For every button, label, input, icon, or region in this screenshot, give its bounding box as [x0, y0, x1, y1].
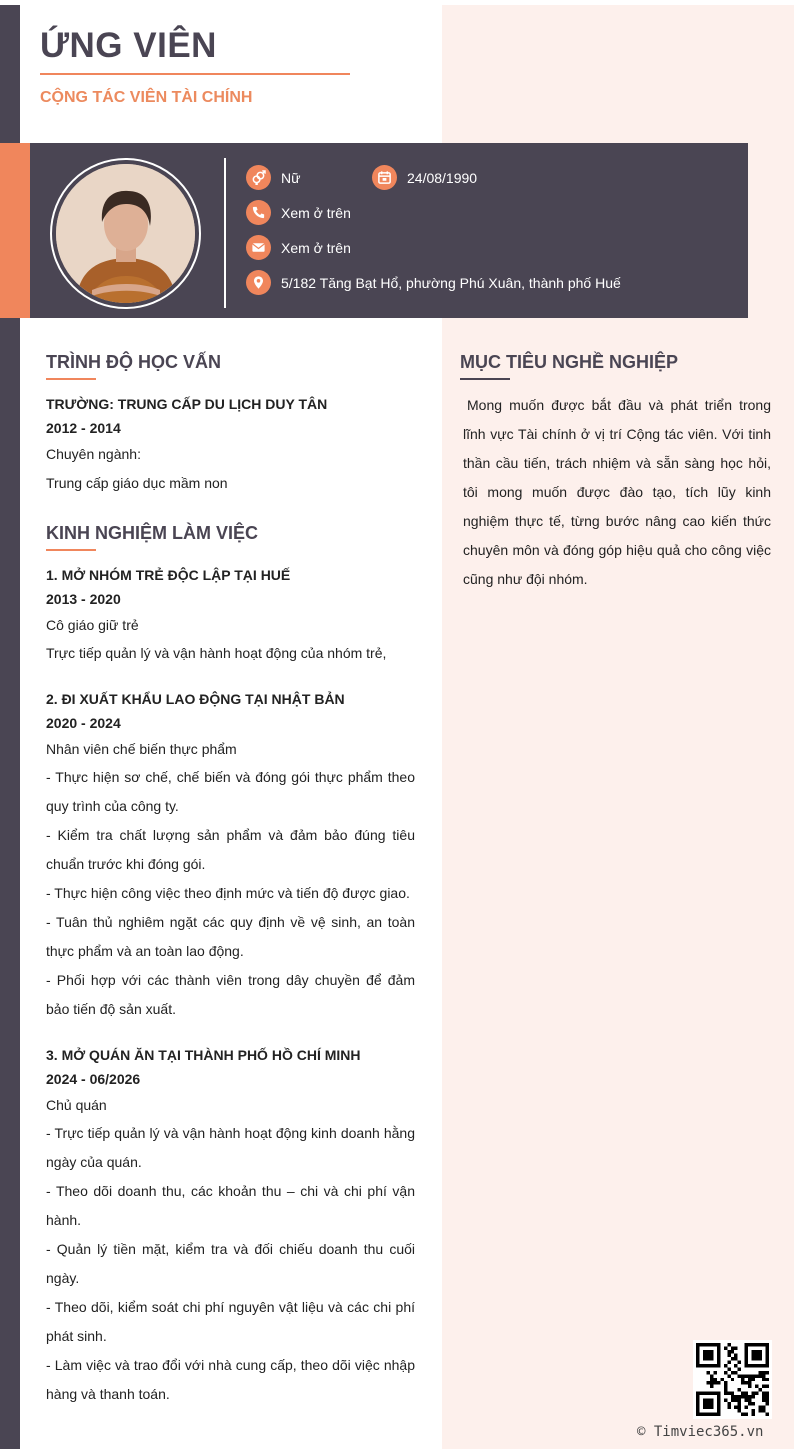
- gender-icon: [246, 165, 271, 190]
- name-underline: [40, 73, 350, 75]
- education-underline: [46, 378, 96, 380]
- band-accent: [0, 143, 30, 318]
- phone-row: [246, 200, 351, 225]
- education-major-label: Chuyên ngành:: [46, 446, 141, 462]
- qr-code-icon: [693, 1340, 772, 1419]
- job-1-position: Cô giáo giữ trẻ: [46, 617, 139, 633]
- address-row: [246, 270, 621, 295]
- job-1-title: 1. MỞ NHÓM TRẺ ĐỘC LẬP TẠI HUẾ: [46, 567, 291, 583]
- address-value: 5/182 Tăng Bạt Hổ, phường Phú Xuân, thành phố Huế: [281, 274, 621, 291]
- job-2-position: Nhân viên chế biến thực phẩm: [46, 741, 237, 757]
- location-icon: [246, 270, 271, 295]
- job-3-position: Chủ quán: [46, 1097, 107, 1113]
- job-3-line: - Theo dõi doanh thu, các khoản thu – chi và chi phí vận hành.: [46, 1183, 415, 1228]
- education-title: TRÌNH ĐỘ HỌC VẤN: [46, 352, 221, 372]
- email-row: [246, 235, 351, 260]
- gender-value: Nữ: [281, 169, 301, 186]
- gender-row: [246, 165, 300, 190]
- education-major: Trung cấp giáo dục mầm non: [46, 475, 228, 491]
- job-1-period: 2013 - 2020: [46, 591, 121, 607]
- job-2-period: 2020 - 2024: [46, 715, 121, 731]
- experience-underline: [46, 549, 96, 551]
- job-2-line: - Phối hợp với các thành viên trong dây chuyền để đảm bảo tiến độ sản xuất.: [46, 972, 415, 1017]
- job-2-title: 2. ĐI XUẤT KHẨU LAO ĐỘNG TẠI NHẬT BẢN: [46, 691, 345, 707]
- email-value: Xem ở trên: [281, 239, 351, 256]
- email-icon: [246, 235, 271, 260]
- copyright: © Timviec365.vn: [637, 1424, 764, 1440]
- candidate-name: ỨNG VIÊN: [40, 26, 217, 65]
- calendar-icon: [372, 165, 397, 190]
- experience-title: KINH NGHIỆM LÀM VIỆC: [46, 523, 259, 543]
- avatar: [56, 164, 195, 303]
- band-divider: [224, 158, 226, 308]
- job-2-line: - Thực hiện sơ chế, chế biến và đóng gói thực phẩm theo quy trình của công ty.: [46, 769, 415, 814]
- phone-value: Xem ở trên: [281, 204, 351, 221]
- job-1-line: Trực tiếp quản lý và vận hành hoạt động của nhóm trẻ,: [46, 645, 387, 661]
- job-2-line: - Tuân thủ nghiêm ngặt các quy định về vệ sinh, an toàn thực phẩm và an toàn lao động.: [46, 914, 415, 959]
- job-3-line: - Theo dõi, kiểm soát chi phí nguyên vật liệu và các chi phí phát sinh.: [46, 1299, 415, 1344]
- job-2-line: - Thực hiện công việc theo định mức và tiến độ được giao.: [46, 885, 410, 901]
- phone-icon: [246, 200, 271, 225]
- job-2-line: - Kiểm tra chất lượng sản phẩm và đảm bảo đúng tiêu chuẩn trước khi đóng gói.: [46, 827, 415, 872]
- job-3-line: - Quản lý tiền mặt, kiểm tra và đối chiếu doanh thu cuối ngày.: [46, 1241, 415, 1286]
- job-3-period: 2024 - 06/2026: [46, 1071, 141, 1087]
- job-3-line: - Trực tiếp quản lý và vận hành hoạt động kinh doanh hằng ngày của quán.: [46, 1125, 415, 1170]
- objective-title: MỤC TIÊU NGHỀ NGHIỆP: [460, 352, 679, 372]
- objective-underline: [460, 378, 510, 380]
- education-school: TRƯỜNG: TRUNG CẤP DU LỊCH DUY TÂN: [46, 396, 328, 412]
- job-3-title: 3. MỞ QUÁN ĂN TẠI THÀNH PHỐ HỒ CHÍ MINH: [46, 1047, 361, 1063]
- education-period: 2012 - 2014: [46, 420, 121, 436]
- birthdate-row: [372, 165, 477, 190]
- birthdate-value: 24/08/1990: [407, 169, 478, 186]
- job-3-line: - Làm việc và trao đổi với nhà cung cấp, theo dõi việc nhập hàng và thanh toán.: [46, 1357, 415, 1402]
- job-title: CỘNG TÁC VIÊN TÀI CHÍNH: [40, 89, 253, 106]
- objective-text: Mong muốn được bắt đầu và phát triển trong lĩnh vực Tài chính ở vị trí Cộng tác viên. Với tinh thần cầu tiến, trách nhiệm và sẵn sàng học hỏi, tôi mong muốn được đào tạo, tích lũy kinh nghiệm thực tế, từng bước nâng cao kiến thức chuyên môn và đóng góp hiệu quả cho công việc cũng như đội nhóm.: [463, 397, 771, 587]
